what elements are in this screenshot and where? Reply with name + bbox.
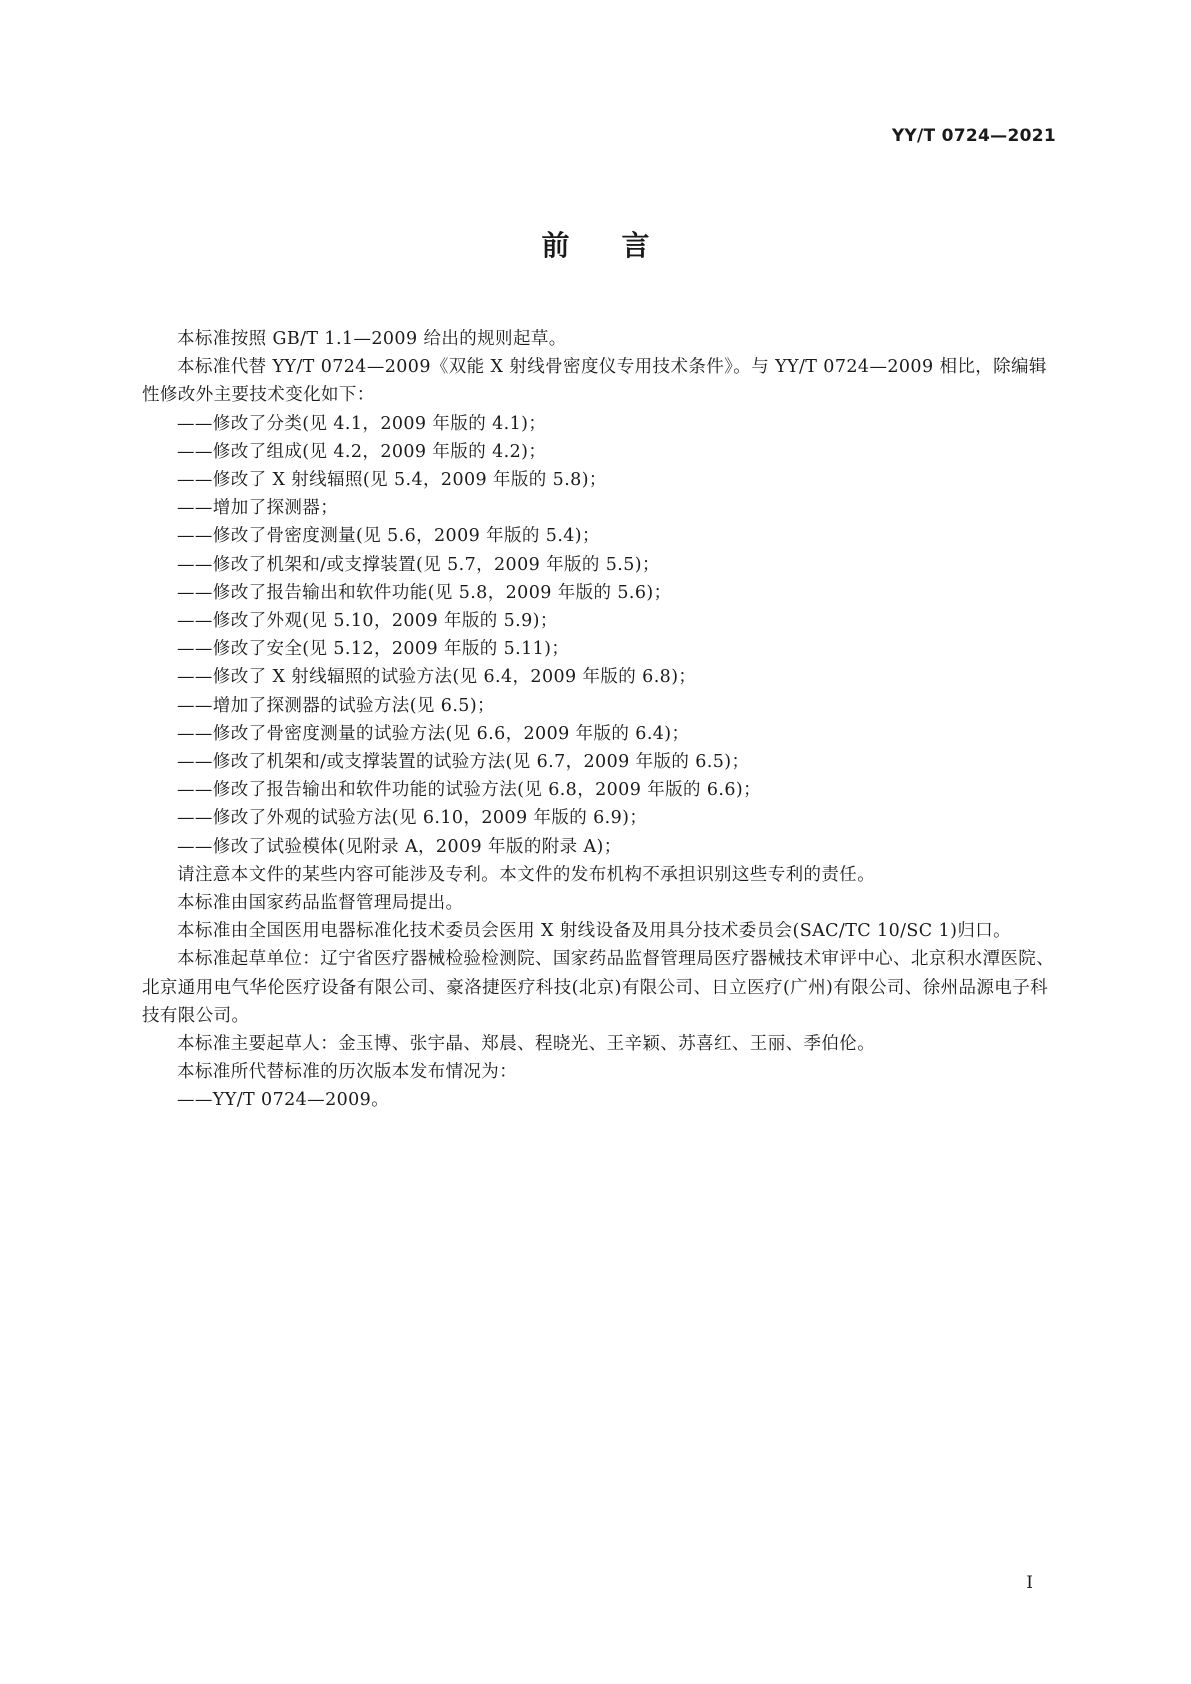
change-item: ——修改了分类(见 4.1，2009 年版的 4.1)； [177, 413, 547, 434]
change-item: ——修改了 X 射线辐照的试验方法(见 6.4，2009 年版的 6.8)； [177, 667, 697, 688]
change-item: ——修改了报告输出和软件功能的试验方法(见 6.8，2009 年版的 6.6)； [177, 780, 762, 801]
change-item: ——修改了 X 射线辐照(见 5.4，2009 年版的 5.8)； [177, 470, 607, 491]
change-item: ——修改了组成(见 4.2，2009 年版的 4.2)； [177, 441, 547, 462]
change-item: ——修改了报告输出和软件功能(见 5.8，2009 年版的 5.6)； [177, 582, 672, 603]
change-item: ——增加了探测器； [177, 498, 339, 519]
paragraph-replacement: 本标准代替 YY/T 0724—2009《双能 X 射线骨密度仪专用技术条件》。与 YY/T 0724—2009 相比，除编辑性修改外主要技术变化如下： [142, 357, 1047, 406]
change-item: ——增加了探测器的试验方法(见 6.5)； [177, 695, 495, 716]
change-item: ——修改了外观(见 5.10，2009 年版的 5.9)； [177, 611, 558, 632]
foreword-body [142, 325, 1062, 1115]
paragraph-proposed-by: 本标准由国家药品监督管理局提出。 [177, 893, 464, 914]
paragraph-patent-notice: 请注意本文件的某些内容可能涉及专利。本文件的发布机构不承担识别这些专利的责任。 [177, 864, 876, 885]
change-item: ——修改了骨密度测量的试验方法(见 6.6，2009 年版的 6.4)； [177, 723, 690, 744]
change-item: ——修改了骨密度测量(见 5.6，2009 年版的 5.4)； [177, 526, 600, 547]
paragraph-drafting-units: 本标准起草单位：辽宁省医疗器械检验检测院、国家药品监督管理局医疗器械技术审评中心、北京积水潭医院、北京通用电气华伦医疗设备有限公司、豪洛捷医疗科技(北京)有限公司、日立医疗(广州)有限公司、徐州品源电子科技有限公司。 [142, 949, 1055, 1026]
paragraph-under-jurisdiction: 本标准由全国医用电器标准化技术委员会医用 X 射线设备及用具分技术委员会(SAC/TC 10/SC 1)归口。 [177, 921, 1012, 942]
change-item: ——修改了安全(见 5.12，2009 年版的 5.11)； [177, 639, 570, 660]
title-char-1: 前 [541, 229, 570, 262]
change-item: ——修改了机架和/或支撑装置的试验方法(见 6.7，2009 年版的 6.5)； [177, 752, 750, 773]
change-item: ——修改了试验模体(见附录 A，2009 年版的附录 A)； [177, 836, 622, 857]
title-char-2: 言 [621, 229, 650, 262]
paragraph-drafters: 本标准主要起草人：金玉博、张宇晶、郑晨、程晓光、王辛颖、苏喜红、王丽、季伯伦。 [177, 1034, 876, 1055]
page-title [0, 224, 1191, 264]
page-number: I [1026, 1573, 1033, 1593]
paragraph-history-intro: 本标准所代替标准的历次版本发布情况为： [177, 1062, 518, 1083]
history-item: ——YY/T 0724—2009。 [177, 1090, 390, 1111]
change-item: ——修改了外观的试验方法(见 6.10，2009 年版的 6.9)； [177, 808, 648, 829]
change-item: ——修改了机架和/或支撑装置(见 5.7，2009 年版的 5.5)； [177, 554, 660, 575]
paragraph-drafting-rules: 本标准按照 GB/T 1.1—2009 给出的规则起草。 [177, 329, 567, 349]
document-code: YY/T 0724—2021 [891, 126, 1056, 146]
